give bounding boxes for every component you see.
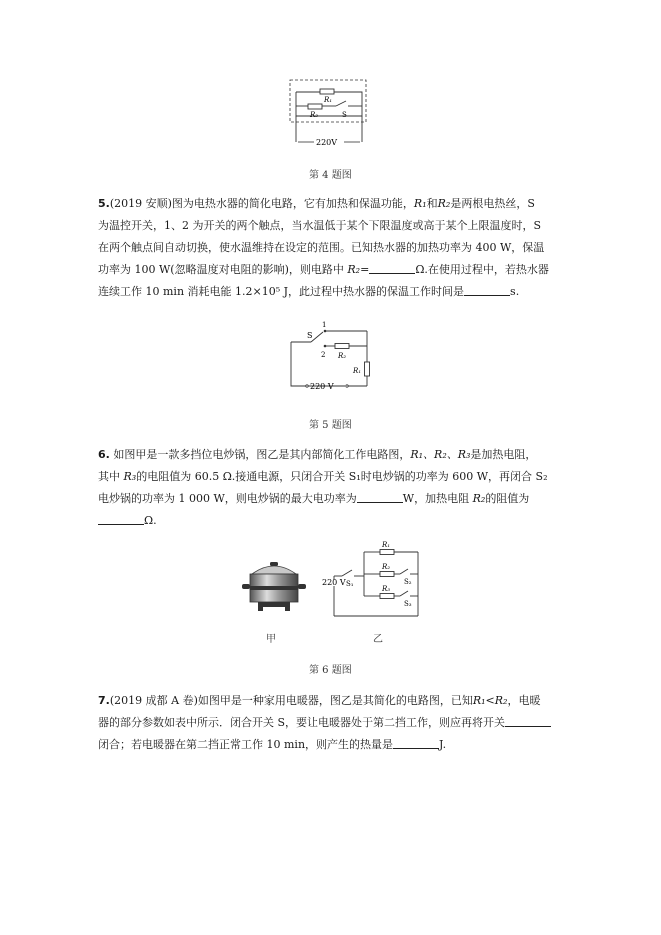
q7-line3 [98,734,568,756]
q5-text: Ω.在使用过程中，若热水器 [415,263,549,276]
q5-text: 和 [426,197,438,210]
q6-resistors: R₁、R₂、R₃ [410,448,471,461]
q5-text: s. [510,285,520,298]
q7-text: ，电暖 [507,694,541,707]
q6-line3 [98,488,568,510]
fig6-voltage-label: 220 V [322,578,346,587]
fig5-r1-label: R₁ [353,367,362,375]
q6-text: 的阻值为 [485,492,530,505]
fig6-r1-label: R₁ [382,541,391,549]
fig6-r3-label: R₃ [382,585,391,593]
q5-text: = [360,263,370,276]
q5-line1 [98,193,568,215]
q7-text: (2019 成都 A 卷)如图甲是一种家用电暖器，图乙是其简化的电路图，已知 [109,694,473,707]
q7-text: 闭合；若电暖器在第二挡正常工作 10 min，则产生的热量是 [98,738,394,751]
question-5 [98,193,568,303]
q5-answer-blank-2[interactable] [464,283,510,296]
q6-text: 的电阻值为 60.5 Ω.接通电源，只闭合开关 S₁时电炒锅的功率为 600 W，再闭合 S₂ [136,470,548,483]
q5-r2: R₂ [347,263,361,276]
q6-answer-blank-2[interactable] [98,512,144,525]
fig5-contact-2: 2 [321,351,326,359]
q6-answer-blank-1[interactable] [357,490,403,503]
fig4-r1-label: R₁ [324,96,333,104]
q6-r2: R₂ [472,492,486,505]
fig5-caption: 第 5 题图 [309,420,352,431]
q6-text: 如图甲是一款多挡位电炒锅，图乙是其内部简化工作电路图， [113,448,411,461]
q5-answer-blank-1[interactable] [369,261,415,274]
q6-number: 6. [98,448,110,461]
fig4-s-label: S [342,111,347,119]
fig6-jia-label: 甲 [266,634,276,645]
q6-text: W，加热电阻 [402,492,470,505]
fig6-yi-label: 乙 [373,634,383,645]
q6-line4 [98,510,568,532]
question-7 [98,690,568,756]
fig4-voltage-label: 220V [316,138,338,147]
figure-5-circuit [285,318,375,394]
q6-text: Ω. [144,514,157,527]
q7-answer-blank-1[interactable] [505,714,551,727]
fig6-s2-label: S₂ [404,578,412,586]
q7-answer-blank-2[interactable] [393,736,439,749]
q5-r2: R₂ [437,197,451,210]
q5-line4 [98,259,568,281]
figure-6-cooker-illustration [238,560,310,614]
q5-number: 5. [98,197,110,210]
q5-line5 [98,281,568,303]
fig4-r2-label: R₂ [310,111,319,119]
q6-text: 其中 [98,470,120,483]
q7-line2 [98,712,568,734]
q6-text: 是加热电阻， [470,448,537,461]
fig6-r2-label: R₂ [382,563,391,571]
fig6-s1-label: S₁ [346,580,354,588]
fig6-s3-label: S₃ [404,600,412,608]
fig5-r2-label: R₂ [338,352,347,360]
q6-text: 电炒锅的功率为 1 000 W，则电炒锅的最大电功率为 [98,492,357,505]
q6-r3: R₃ [123,470,137,483]
fig5-s-label: S [307,331,313,340]
fig6-caption: 第 6 题图 [309,665,352,676]
q6-line2 [98,466,568,488]
q5-text: (2019 安顺)图为电热水器的简化电路，它有加热和保温功能， [109,197,414,210]
q5-r1: R₁ [413,197,427,210]
q6-line1 [98,444,568,466]
fig5-voltage-label: 220 V [310,382,334,391]
figure-4-circuit [286,76,372,154]
q7-number: 7. [98,694,110,707]
fig5-contact-1: 1 [322,321,327,329]
question-6 [98,444,568,532]
fig4-caption: 第 4 题图 [309,170,352,181]
figure-6-circuit [318,540,426,622]
q5-text: 连续工作 10 min 消耗电能 1.2×10⁵ J，此过程中热水器的保温工作时间是 [98,285,465,298]
q7-text: J. [439,738,447,751]
q5-line2: 为温控开关，1、2 为开关的两个触点，当水温低于某个下限温度或高于某个上限温度时，S [98,219,542,232]
q5-line3: 在两个触点间自动切换，使水温维持在设定的范围。已知热水器的加热功率为 400 W，保温 [98,241,545,254]
q7-line1 [98,690,568,712]
q7-inequality: R₁<R₂ [472,694,508,707]
q5-text: 是两根电热丝，S [450,197,535,210]
q5-text: 功率为 100 W(忽略温度对电阻的影响)，则电路中 [98,263,344,276]
q7-text: 器的部分参数如表中所示．闭合开关 S，要让电暖器处于第二挡工作，则应再将开关 [98,716,506,729]
